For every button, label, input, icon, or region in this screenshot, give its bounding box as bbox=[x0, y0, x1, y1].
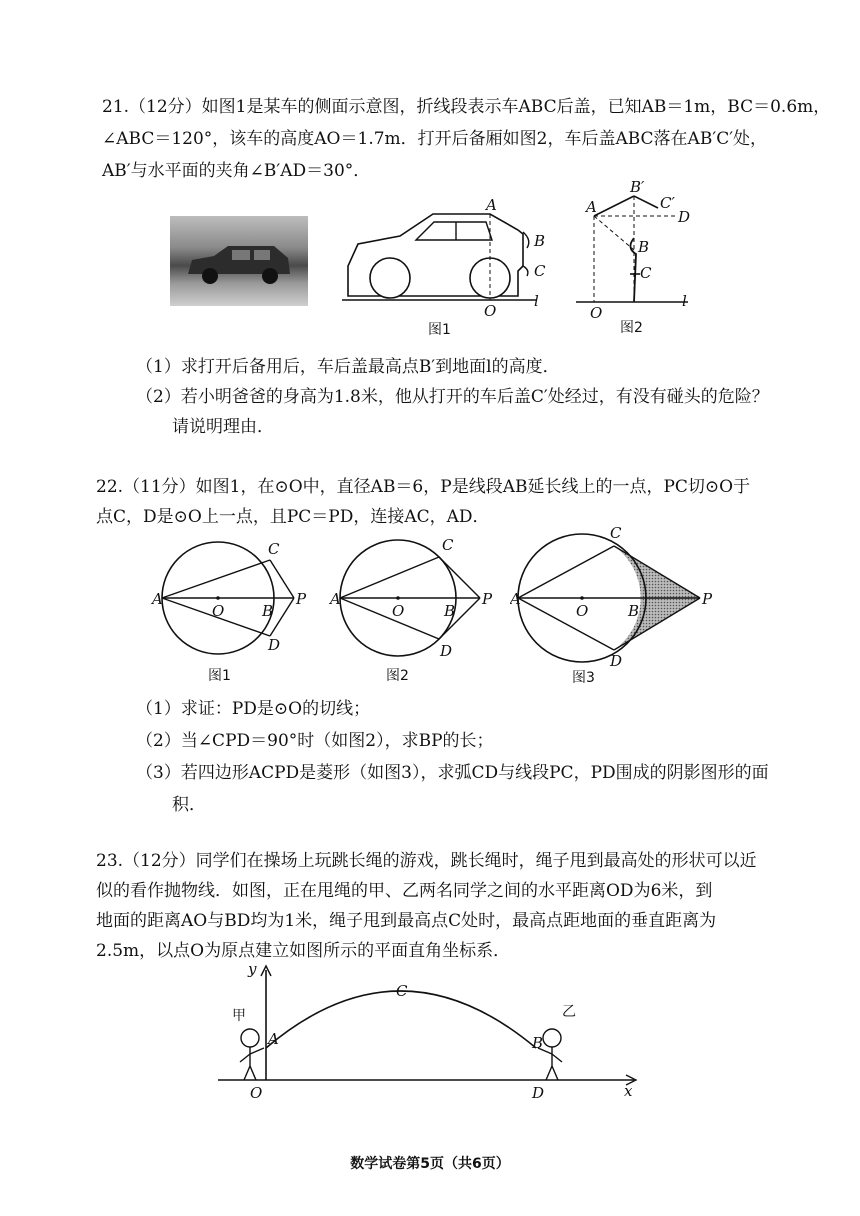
q23-label-O: O bbox=[250, 1084, 263, 1102]
q22-part1: （1）求证：PD是⊙O的切线； bbox=[136, 699, 371, 719]
fig22-caption-1: 图1 bbox=[208, 668, 231, 684]
fig22a-label-C: C bbox=[268, 540, 280, 558]
fig22c-label-B: B bbox=[628, 602, 640, 620]
q23-label-jia: 甲 bbox=[232, 1008, 246, 1024]
fig1-label-A: A bbox=[486, 196, 497, 214]
q22-part3: （3）若四边形ACPD是菱形（如图3），求弧CD与线段PC，PD围成的阴影图形的面 bbox=[136, 763, 769, 783]
q22-line2: 点C，D是⊙O上一点，且PC＝PD，连接AC，AD． bbox=[96, 507, 490, 527]
q23-line2: 似的看作抛物线．如图，正在甩绳的甲、乙两名同学之间的水平距离OD为6米，到 bbox=[96, 881, 713, 901]
q22-line1: 22.（11分）如图1，在⊙O中，直径AB＝6，P是线段AB延长线上的一点，PC切⊙O于 bbox=[96, 477, 751, 497]
fig22c-label-A: A bbox=[510, 590, 521, 608]
q23-label-y: y bbox=[248, 962, 257, 978]
q22-figure2 bbox=[326, 524, 506, 690]
q23-label-C: C bbox=[396, 982, 408, 1000]
fig2-label-C: C bbox=[640, 264, 652, 282]
fig2-label-D: D bbox=[678, 208, 691, 226]
fig22a-label-A: A bbox=[152, 590, 163, 608]
q23-label-yi: 乙 bbox=[562, 1004, 576, 1020]
fig1-label-O: O bbox=[484, 302, 497, 320]
q21-part1: （1）求打开后备用后，车后盖最高点B′到地面l的高度． bbox=[136, 357, 560, 377]
q21-line3: AB′与水平面的夹角∠B′AD＝30°． bbox=[102, 161, 371, 181]
fig22b-label-O: O bbox=[392, 602, 405, 620]
fig2-label-Bprime: B′ bbox=[630, 178, 645, 196]
q22-part2: （2）当∠CPD＝90°时（如图2），求BP的长； bbox=[136, 731, 494, 751]
fig1-label-C: C bbox=[534, 262, 546, 280]
fig1-label-l: l bbox=[534, 292, 539, 310]
fig1-caption: 图1 bbox=[428, 322, 451, 338]
q23-label-B: B bbox=[532, 1034, 544, 1052]
fig22b-label-B: B bbox=[444, 602, 456, 620]
q21-part2: （2）若小明爸爸的身高为1.8米，他从打开的车后盖C′处经过，有没有碰头的危险？ bbox=[136, 387, 769, 407]
q23-label-D: D bbox=[532, 1084, 545, 1102]
q23-line4: 2.5m，以点O为原点建立如图所示的平面直角坐标系． bbox=[96, 941, 511, 961]
q22-part3-cont: 积． bbox=[172, 795, 206, 815]
q23-label-A: A bbox=[268, 1030, 279, 1048]
q21-figure1 bbox=[338, 196, 558, 344]
fig22a-label-B: B bbox=[262, 602, 274, 620]
fig22a-label-D: D bbox=[268, 636, 281, 654]
fig22a-label-O: O bbox=[212, 602, 225, 620]
q21-line2: ∠ABC＝120°，该车的高度AO＝1.7m．打开后备厢如图2，车后盖ABC落在AB′C′处， bbox=[102, 129, 768, 149]
q23-label-x: x bbox=[624, 1082, 633, 1100]
q23-figure bbox=[214, 962, 644, 1108]
fig22c-label-C: C bbox=[610, 524, 622, 542]
car-photo bbox=[170, 216, 308, 306]
fig22-caption-3: 图3 bbox=[572, 670, 595, 686]
fig22a-label-P: P bbox=[296, 590, 307, 608]
fig2-label-B: B bbox=[638, 238, 650, 256]
fig22c-label-P: P bbox=[702, 590, 713, 608]
fig22b-label-P: P bbox=[482, 590, 493, 608]
fig22c-label-D: D bbox=[610, 652, 623, 670]
fig22b-label-C: C bbox=[442, 536, 454, 554]
q21-part2-cont: 请说明理由． bbox=[172, 417, 274, 437]
fig2-caption: 图2 bbox=[620, 320, 643, 336]
q22-figure3 bbox=[510, 520, 720, 690]
fig2-label-l: l bbox=[682, 292, 687, 310]
fig1-label-B: B bbox=[534, 232, 546, 250]
fig22b-label-A: A bbox=[330, 590, 341, 608]
page-footer: 数学试卷第5页（共6页） bbox=[350, 1156, 510, 1172]
fig2-label-O: O bbox=[590, 304, 603, 322]
fig2-label-A: A bbox=[586, 198, 597, 216]
fig22b-label-D: D bbox=[440, 642, 453, 660]
q23-line3: 地面的距离AO与BD均为1米，绳子甩到最高点C处时，最高点距地面的垂直距离为 bbox=[96, 911, 717, 931]
q23-line1: 23.（12分）同学们在操场上玩跳长绳的游戏，跳长绳时，绳子甩到最高处的形状可以近 bbox=[96, 851, 757, 871]
fig22c-label-O: O bbox=[576, 602, 589, 620]
q21-line1: 21.（12分）如图1是某车的侧面示意图，折线段表示车ABC后盖，已知AB＝1m，BC＝0.6m， bbox=[102, 97, 831, 117]
q22-figure1 bbox=[148, 524, 318, 690]
q21-figure2 bbox=[570, 178, 700, 344]
fig2-label-Cprime: C′ bbox=[660, 194, 675, 212]
fig22-caption-2: 图2 bbox=[386, 668, 409, 684]
